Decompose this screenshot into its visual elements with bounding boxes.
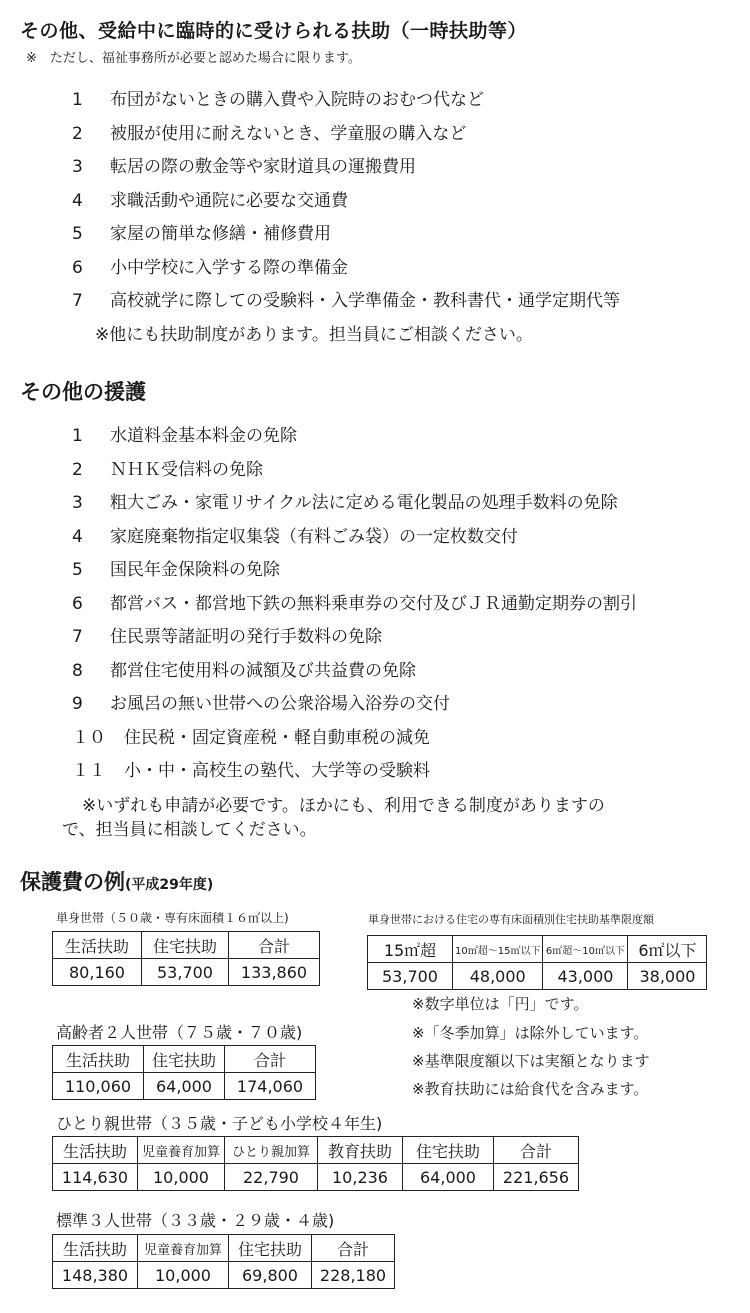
elderly-household-table [52,1045,316,1100]
header-cell: 住宅扶助 [403,1137,494,1164]
header-cell: 住宅扶助 [144,1046,225,1073]
list-item-number: 9 [72,694,83,714]
single-household-table [52,931,320,986]
list-item-number: 4 [72,190,83,211]
header-cell: 合計 [312,1235,395,1262]
list-item [72,655,637,689]
list-item-number: 1 [72,426,83,446]
note-limit: ※基準限度額以下は実額となります [412,1052,650,1070]
single-parent-caption: ひとり親世帯（３５歳・子ども小学校４年生) [56,1114,383,1133]
standard-three-table [52,1234,395,1289]
standard-three-caption: 標準３人世帯（３３歳・２９歳・４歳) [56,1211,335,1230]
table-header-row [53,1137,579,1164]
temporary-assistance-list [72,84,620,319]
list-item-number: 7 [72,627,83,647]
table-header-row [53,1046,316,1073]
list-item [72,151,620,185]
table-row [53,959,320,986]
value-cell: 22,790 [225,1164,318,1191]
section-title-temporary-assistance: その他、受給中に臨時的に受けられる扶助（一時扶助等） [20,20,528,42]
list-item [72,621,637,655]
list-item-number: 5 [72,560,83,580]
table-header-row [53,932,320,959]
value-cell: 221,656 [494,1164,579,1191]
section-footnote-2: で、担当員に相談してください。 [62,820,317,840]
list-item [72,252,620,286]
list-item-text: 小中学校に入学する際の準備金 [110,257,348,278]
housing-limit-caption: 単身世帯における住宅の専有床面積別住宅扶助基準限度額 [368,913,654,926]
list-item [72,285,620,319]
list-item-text: ＮＨＫ受信料の免除 [110,459,263,480]
header-cell: 合計 [225,1046,316,1073]
value-cell: 10,000 [138,1262,229,1289]
header-cell: 15㎡超 [368,936,453,963]
value-cell: 64,000 [403,1164,494,1191]
header-cell: 住宅扶助 [229,1235,312,1262]
value-cell: 64,000 [144,1073,225,1100]
list-item-text: お風呂の無い世帯への公衆浴場入浴券の交付 [110,694,450,714]
header-cell: 生活扶助 [53,1137,138,1164]
header-cell: 教育扶助 [318,1137,403,1164]
value-cell: 53,700 [142,959,229,986]
section-note: ※ ただし、福祉事務所が必要と認めた場合に限ります。 [26,51,361,66]
list-item-text: 高校就学に際しての受験料・入学準備金・教科書代・通学定期代等 [110,291,620,311]
list-item [72,185,620,219]
list-item-text: 布団がないときの購入費や入院時のおむつ代など [110,90,484,110]
list-item-number: 5 [72,224,83,244]
header-cell: 児童養育加算 [138,1235,229,1262]
note-winter: ※「冬季加算」は除外しています。 [412,1024,649,1042]
table-row [53,1073,316,1100]
list-item-number: １０ [72,727,106,748]
list-item-text: 小・中・高校生の塾代、大学等の受験料 [124,761,430,781]
list-item-text: 家庭廃棄物指定収集袋（有料ごみ袋）の一定枚数交付 [110,526,518,547]
table-header-row [368,936,707,963]
list-item-number: 6 [72,593,83,614]
table-row [368,963,707,990]
note-unit: ※数字単位は「円」です。 [412,995,589,1013]
list-item-text: 国民年金保険料の免除 [110,560,280,580]
value-cell: 133,860 [229,959,320,986]
section-footnote: ※他にも扶助制度があります。担当員にご相談ください。 [95,325,533,345]
value-cell: 53,700 [368,963,453,990]
header-cell: 生活扶助 [53,932,142,959]
header-cell: 生活扶助 [53,1235,138,1262]
list-item-text: 転居の際の敷金等や家財道具の運搬費用 [110,157,416,177]
section-footnote-1: ※いずれも申請が必要です。ほかにも、利用できる制度がありますの [82,796,605,816]
list-item-number: 7 [72,291,83,311]
table-header-row [53,1235,395,1262]
list-item-text: 住民税・固定資産税・軽自動車税の減免 [124,727,430,748]
value-cell: 69,800 [229,1262,312,1289]
list-item [72,521,637,555]
value-cell: 43,000 [543,963,628,990]
list-item-number: 1 [72,90,83,110]
header-cell: ひとり親加算 [225,1137,318,1164]
value-cell: 114,630 [53,1164,138,1191]
note-education: ※教育扶助には給食代を含みます。 [412,1080,649,1098]
list-item-text: 水道料金基本料金の免除 [110,426,297,446]
list-item [72,588,637,622]
header-cell: 6㎡超〜10㎡以下 [543,936,628,963]
list-item-number: 6 [72,257,83,278]
list-item [72,722,637,756]
value-cell: 38,000 [628,963,707,990]
value-cell: 148,380 [53,1262,138,1289]
list-item-number: 2 [72,459,83,480]
value-cell: 174,060 [225,1073,316,1100]
list-item-number: １１ [72,761,106,781]
header-cell: 6㎡以下 [628,936,707,963]
list-item-text: 家屋の簡単な修繕・補修費用 [110,224,331,244]
header-cell: 10㎡超〜15㎡以下 [453,936,543,963]
list-item-text: 粗大ごみ・家電リサイクル法に定める電化製品の処理手数料の免除 [110,493,618,513]
table-row [53,1164,579,1191]
list-item-text: 求職活動や通院に必要な交通費 [110,190,348,211]
value-cell: 10,000 [138,1164,225,1191]
list-item-number: 2 [72,123,83,144]
section-title-other-support: その他の援護 [20,380,146,404]
value-cell: 80,160 [53,959,142,986]
single-household-caption: 単身世帯（５０歳・専有床面積１６㎡以上) [56,911,289,925]
list-item [72,688,637,722]
value-cell: 48,000 [453,963,543,990]
value-cell: 10,236 [318,1164,403,1191]
list-item [72,755,637,789]
list-item [72,487,637,521]
list-item-text: 被服が使用に耐えないとき、学童服の購入など [110,123,467,144]
list-item-number: 3 [72,493,83,513]
list-item [72,84,620,118]
other-support-list [72,420,637,789]
list-item [72,420,637,454]
list-item-number: 8 [72,660,83,681]
benefit-examples-title: 保護費の例 [20,870,125,894]
list-item-number: 4 [72,526,83,547]
single-parent-table [52,1136,579,1191]
elderly-household-caption: 高齢者２人世帯（７５歳・７０歳) [56,1023,303,1042]
header-cell: 児童養育加算 [138,1137,225,1164]
header-cell: 合計 [494,1137,579,1164]
section-title-benefit-examples [20,866,213,896]
list-item [72,554,637,588]
list-item-text: 都営バス・都営地下鉄の無料乗車券の交付及びＪＲ通勤定期券の割引 [110,593,637,614]
header-cell: 合計 [229,932,320,959]
list-item [72,118,620,152]
list-item [72,454,637,488]
benefit-examples-year: (平成29年度) [125,877,214,893]
header-cell: 住宅扶助 [142,932,229,959]
list-item-text: 住民票等諸証明の発行手数料の免除 [110,627,382,647]
list-item [72,218,620,252]
value-cell: 110,060 [53,1073,144,1100]
list-item-text: 都営住宅使用料の減額及び共益費の免除 [110,660,416,681]
table-row [53,1262,395,1289]
header-cell: 生活扶助 [53,1046,144,1073]
housing-limit-table [367,935,707,990]
list-item-number: 3 [72,157,83,177]
value-cell: 228,180 [312,1262,395,1289]
